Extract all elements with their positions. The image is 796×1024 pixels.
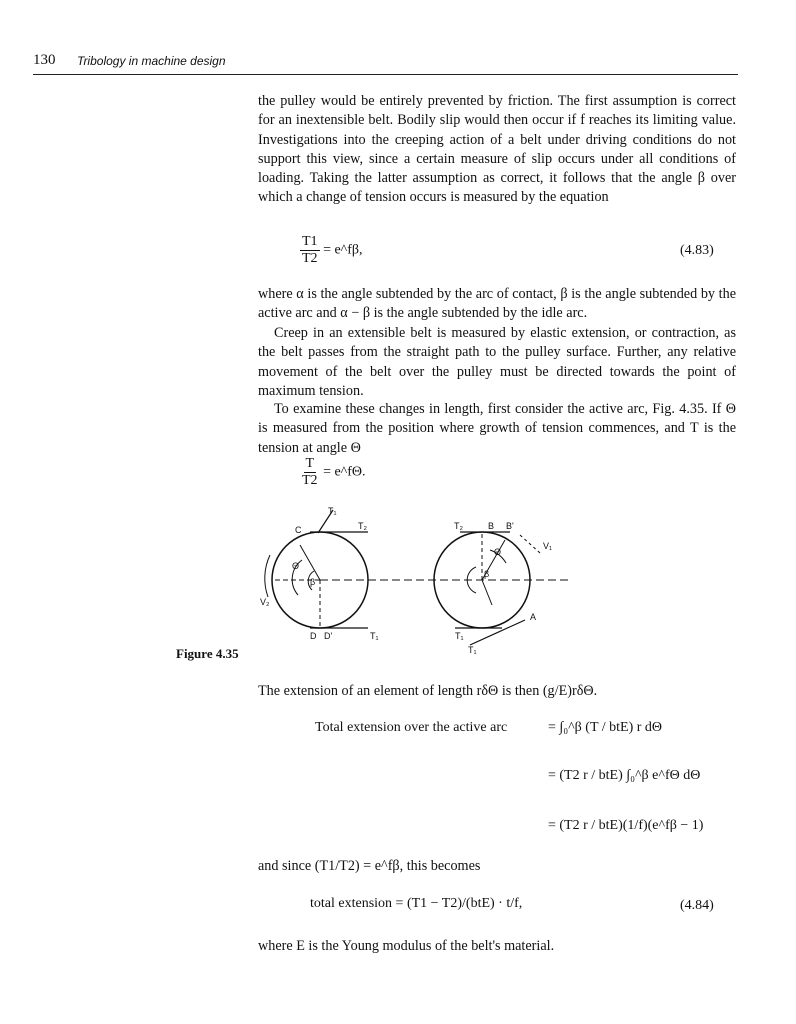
driven-pulley [434, 532, 540, 645]
label-T2-left: T₂ [358, 521, 367, 531]
label-V2: V₂ [260, 597, 270, 607]
eq-tension-denominator: T2 [302, 473, 318, 488]
label-B-prime: B' [506, 521, 514, 531]
paragraph-2: where α is the angle subtended by the arc of contact, β is the angle subtended by the active arc and α − β is the angle subtended by the idle arc. [258, 286, 736, 322]
label-beta-left: β [310, 577, 316, 587]
eq-tension-rhs: = e^fΘ. [323, 464, 366, 480]
eq-tension-numerator: T [305, 456, 315, 471]
label-theta-right: Θ [494, 547, 502, 557]
equation-number-4-84: (4.84) [680, 898, 714, 913]
label-D-prime: D' [324, 631, 333, 641]
paragraph-1: the pulley would be entirely prevented by friction. The first assumption is correct for an inextensible belt. Bodily slip would then occur if f reaches its limiting value. Investigations into the creeping action of a belt under driving conditions do not support this view, since a certain measure of slip occurs under all conditions of loading. Taking the latter assumption as correct, it follows that the angle β over which a change of tension occurs is measured by the equation [258, 93, 736, 206]
figure-caption: Figure 4.35 [176, 646, 239, 661]
label-T1-left: T₁ [370, 631, 379, 641]
eq484-rhs: = (T1 − T2)/(btE) · t/f, [395, 896, 523, 911]
driver-pulley [265, 510, 570, 628]
label-C: C [295, 525, 302, 535]
label-theta-left: Θ [292, 561, 300, 571]
running-title: Tribology in machine design [77, 54, 226, 68]
integral-step-1: = ∫₀^β (T / btE) r dΘ [548, 720, 663, 735]
eq483-denominator: T2 [302, 251, 318, 266]
integral-step-3: = (T2 r / btE)(1/f)(e^fβ − 1) [548, 818, 704, 833]
label-B: B [488, 521, 495, 531]
equation-4-84 [310, 896, 522, 912]
paragraph-4: To examine these changes in length, first consider the active arc, Fig. 4.35. If Θ is measured from the position where growth of tension commences, and T is the tension at angle Θ [258, 401, 736, 456]
label-T2-right: T₂ [454, 521, 463, 531]
paragraph-3: Creep in an extensible belt is measured by elastic extension, or contraction, as the belt passes from the straight path to the pulley surface. Further, any relative movement of the belt over the pulley must be directed towards the point of maximum tension. [258, 325, 736, 399]
label-T1-top: T₁ [328, 506, 337, 516]
total-extension-label: Total extension over the active arc [315, 720, 508, 735]
label-beta-right: β [484, 569, 490, 579]
label-V1: V₁ [543, 541, 553, 551]
paragraph-7: where E is the Young modulus of the belt's material. [258, 938, 555, 954]
integral-step-2: = (T2 r / btE) ∫₀^β e^fΘ dΘ [548, 768, 701, 783]
paragraph-5: The extension of an element of length rδΘ is then (g/E)rδΘ. [258, 683, 598, 699]
page-number: 130 [33, 52, 56, 68]
equation-number-4-83: (4.83) [680, 243, 714, 258]
label-T1-right: T₁ [455, 631, 464, 641]
label-A: A [530, 612, 537, 622]
eq483-rhs: = e^fβ, [323, 242, 363, 258]
belt-pulley-figure [240, 505, 580, 655]
eq484-lhs: total extension [310, 896, 393, 911]
label-T1-bottom: T₁ [468, 645, 477, 655]
paragraph-6: and since (T1/T2) = e^fβ, this becomes [258, 858, 481, 874]
page-header [33, 50, 738, 75]
equation-4-83 [300, 234, 363, 267]
equation-tension [300, 456, 366, 489]
eq483-numerator: T1 [302, 234, 318, 249]
label-D: D [310, 631, 317, 641]
